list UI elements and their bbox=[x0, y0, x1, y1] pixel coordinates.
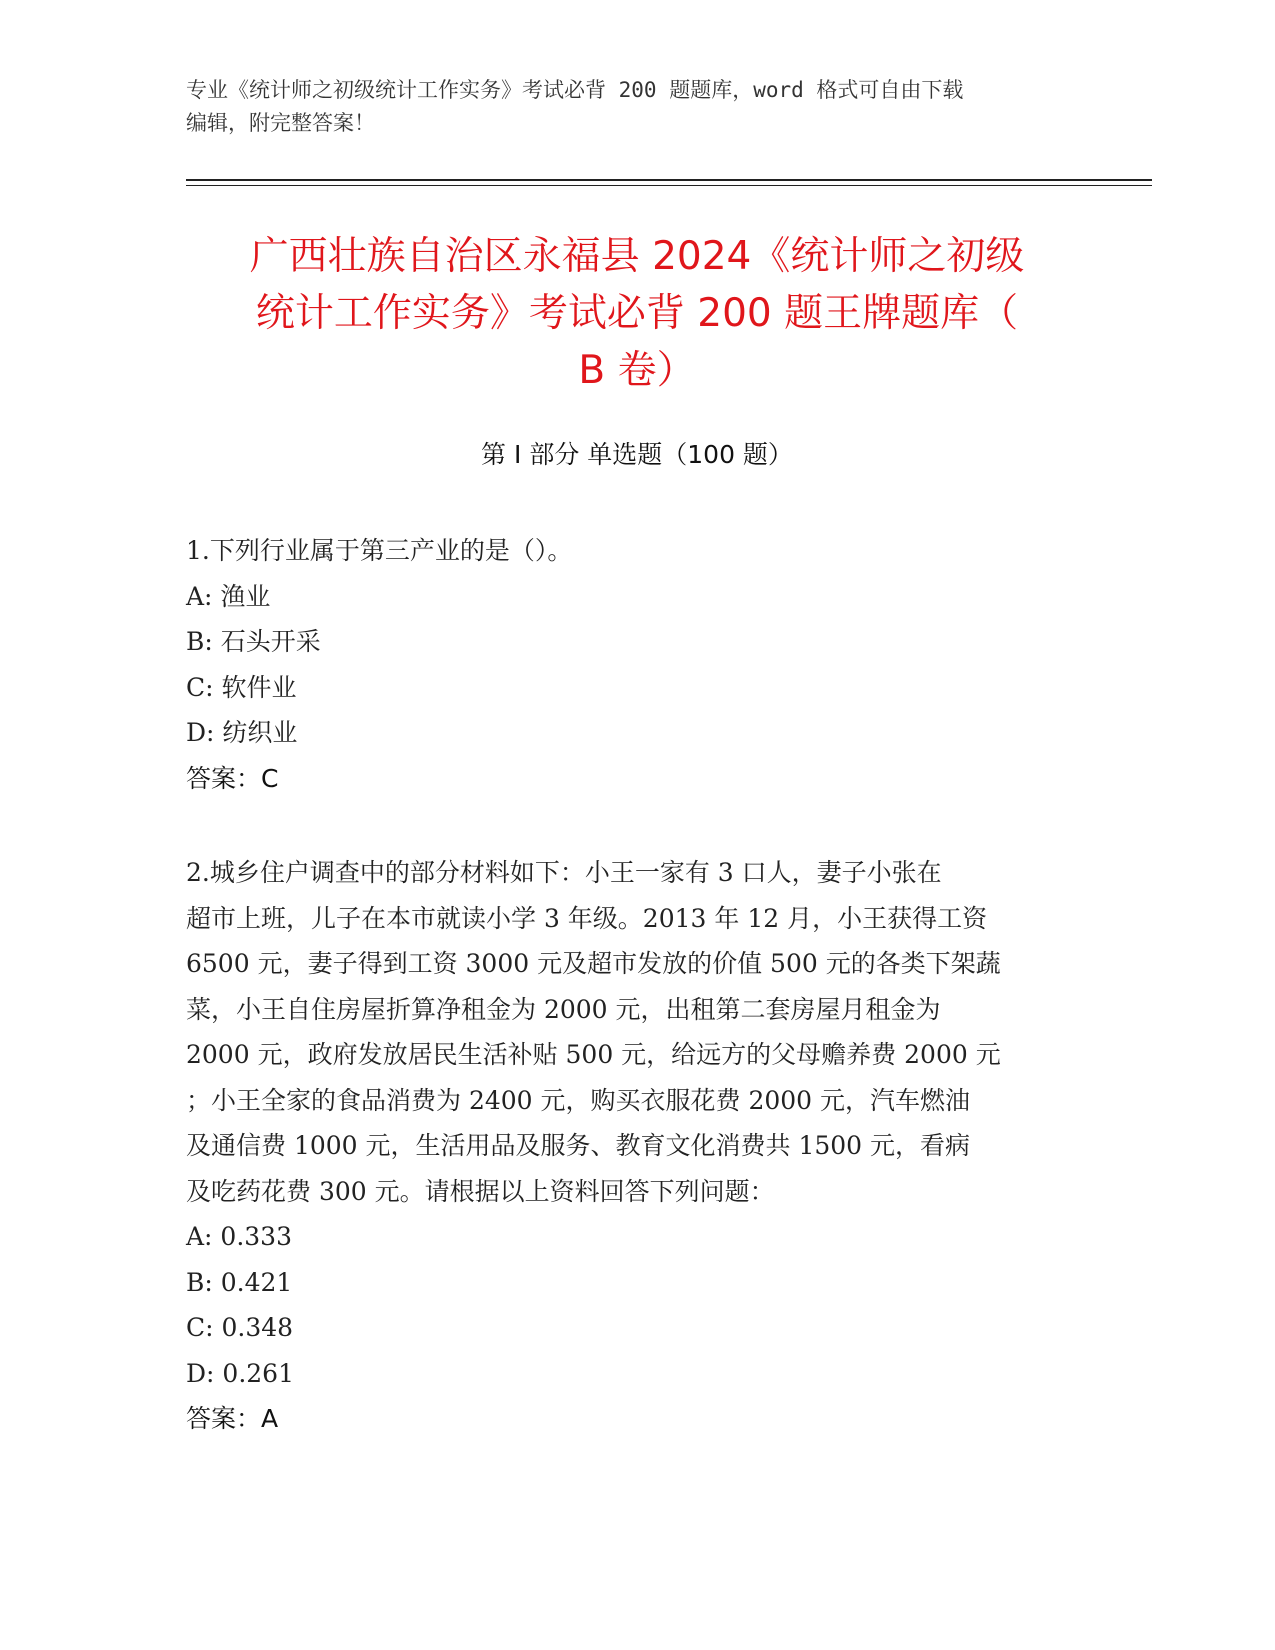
header-note-line-2: 编辑，附完整答案！ bbox=[186, 111, 375, 135]
header-divider-thin bbox=[186, 185, 1152, 186]
option-a: A: 0.333 bbox=[186, 1222, 292, 1251]
question-2 bbox=[186, 850, 1086, 1442]
header-divider-thick bbox=[186, 179, 1152, 181]
option-a: A: 渔业 bbox=[186, 581, 271, 611]
document-title-line-2: 统计工作实务》考试必背 200 题王牌题库（ bbox=[255, 291, 1019, 336]
question-stem-line-7: 及通信费 1000 元，生活用品及服务、教育文化消费共 1500 元，看病 bbox=[186, 1131, 971, 1160]
answer: 答案：C bbox=[186, 763, 279, 793]
option-d: D: 纺织业 bbox=[186, 718, 298, 747]
question-1 bbox=[186, 528, 1086, 801]
question-stem-line-1: 2.城乡住户调查中的部分材料如下：小王一家有 3 口人，妻子小张在 bbox=[186, 858, 942, 887]
question-stem-line-8: 及吃药花费 300 元。请根据以上资料回答下列问题： bbox=[186, 1176, 775, 1206]
section-title: 第 I 部分 单选题（100 题） bbox=[481, 440, 793, 469]
document-title-line-3: B 卷） bbox=[578, 348, 696, 393]
option-c: C: 0.348 bbox=[186, 1313, 294, 1342]
question-stem-line-2: 超市上班，儿子在本市就读小学 3 年级。2013 年 12 月，小王获得工资 bbox=[186, 903, 988, 933]
document-title-line-1: 广西壮族自治区永福县 2024《统计师之初级 bbox=[249, 234, 1025, 279]
question-stem-line-4: 菜，小王自住房屋折算净租金为 2000 元，出租第二套房屋月租金为 bbox=[186, 994, 941, 1024]
question-stem-line-3: 6500 元，妻子得到工资 3000 元及超市发放的价值 500 元的各类下架蔬 bbox=[186, 949, 1001, 978]
option-b: B: 石头开采 bbox=[186, 627, 321, 656]
question-stem-line-6: ；小王全家的食品消费为 2400 元，购买衣服花费 2000 元，汽车燃油 bbox=[186, 1085, 971, 1115]
question-stem: 1.下列行业属于第三产业的是（）。 bbox=[186, 536, 573, 565]
document-title bbox=[186, 228, 1088, 399]
option-c: C: 软件业 bbox=[186, 672, 297, 702]
option-b: B: 0.421 bbox=[186, 1267, 293, 1297]
header-note bbox=[186, 74, 1086, 140]
option-d: D: 0.261 bbox=[186, 1358, 294, 1388]
question-stem-line-5: 2000 元，政府发放居民生活补贴 500 元，给远方的父母赡养费 2000 元 bbox=[186, 1040, 1001, 1069]
answer: 答案：A bbox=[186, 1404, 279, 1433]
header-note-line-1: 专业《统计师之初级统计工作实务》考试必背 200 题题库，word 格式可自由下载 bbox=[186, 78, 964, 102]
